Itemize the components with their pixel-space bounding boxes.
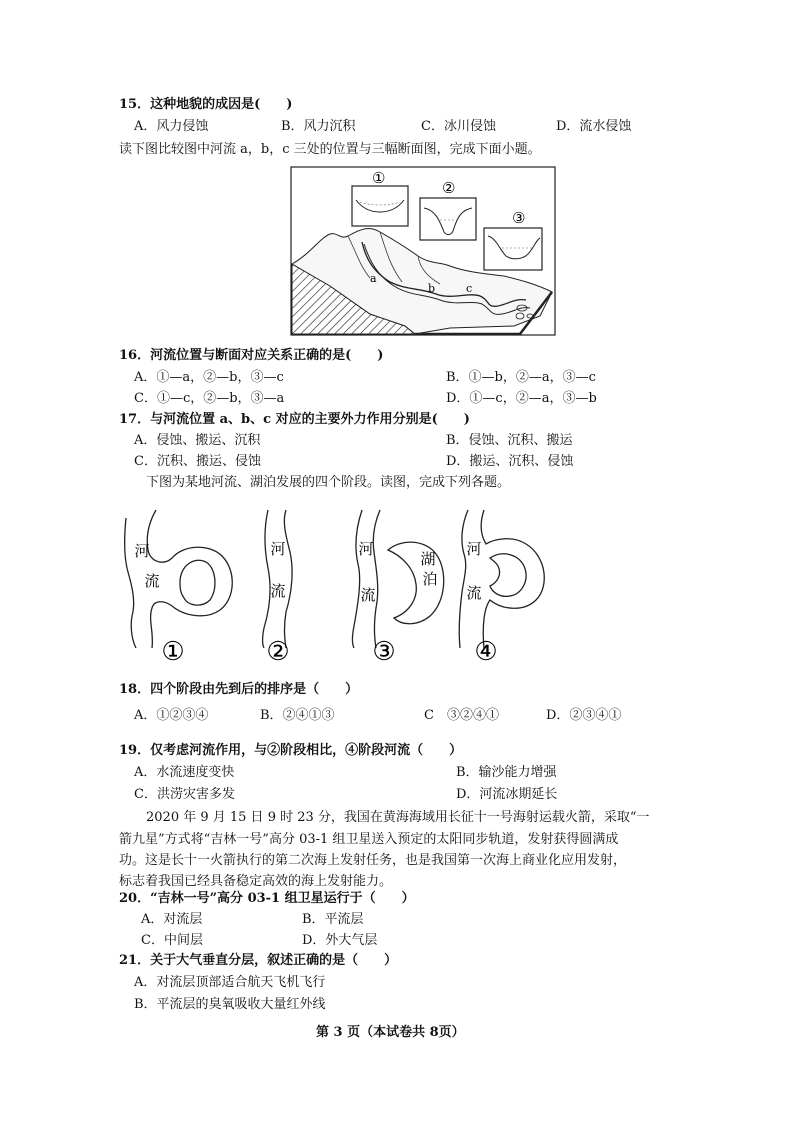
- intro-fig1: 读下图比较图中河流 a，b，c 三处的位置与三幅断面图，完成下面小题。: [119, 142, 541, 157]
- stage-3-label: ③: [372, 637, 396, 667]
- q18-stem: 18．四个阶段由先到后的排序是（ ）: [119, 682, 359, 697]
- passage-line-1: 2020 年 9 月 15 日 9 时 23 分，我国在黄海海域用长征十一号海射运载火箭，采取“一: [146, 810, 650, 825]
- stage-2-river-char-1: 河: [270, 540, 286, 558]
- q19-option-a: A．水流速度变快: [134, 765, 235, 780]
- stage-1-label: ①: [161, 637, 185, 667]
- cross-section-1-label: ①: [372, 169, 386, 187]
- q15-option-a: A．风力侵蚀: [134, 119, 209, 134]
- cross-section-3: [484, 228, 542, 270]
- q21-option-b: B．平流层的臭氧吸收大量红外线: [134, 997, 326, 1012]
- passage-line-4: 标志着我国已经具备稳定高效的海上发射能力。: [119, 874, 393, 889]
- stage-1-diagram: [125, 510, 233, 648]
- q20-option-d: D．外大气层: [302, 933, 378, 948]
- q17-option-a: A．侵蚀、搬运、沉积: [134, 433, 261, 448]
- q18-option-b: B．②④①③: [260, 708, 335, 723]
- cross-section-1: [352, 186, 408, 226]
- point-c-label: c: [466, 282, 473, 295]
- q15-option-b: B．风力沉积: [281, 119, 356, 134]
- stage-3-lake-char-2: 泊: [422, 570, 438, 588]
- q17-option-d: D．搬运、沉积、侵蚀: [446, 454, 574, 469]
- q16-option-a: A．①—a，②—b，③—c: [134, 370, 284, 385]
- q19-option-b: B．输沙能力增强: [456, 765, 557, 780]
- q16-stem: 16．河流位置与断面对应关系正确的是( ): [119, 348, 384, 363]
- q15-stem: 15．这种地貌的成因是( ): [119, 97, 293, 112]
- q16-option-d: D．①—c，②—a，③—b: [446, 391, 597, 406]
- page-footer: 第 3 页（本试卷共 8页）: [316, 1025, 465, 1040]
- q17-stem: 17．与河流位置 a、b、c 对应的主要外力作用分别是( ): [119, 412, 470, 427]
- stage-4-river-char-2: 流: [466, 584, 482, 602]
- q15-option-c: C．冰川侵蚀: [421, 119, 496, 134]
- stage-3-river-char-1: 河: [358, 540, 374, 558]
- intro-fig2: 下图为某地河流、湖泊发展的四个阶段。读图，完成下列各题。: [146, 475, 511, 490]
- stage-1-river-char-2: 流: [144, 572, 160, 590]
- cross-section-2: [420, 198, 476, 240]
- stage-2-diagram: [263, 510, 293, 648]
- cross-section-3-label: ③: [512, 209, 526, 227]
- q16-option-b: B．①—b，②—a，③—c: [446, 370, 596, 385]
- stage-4-river-char-1: 河: [466, 540, 482, 558]
- q19-option-d: D．河流冰期延长: [456, 787, 558, 802]
- q18-option-d: D．②③④①: [546, 708, 622, 723]
- q18-option-c: C ③②④①: [424, 708, 499, 723]
- q21-stem: 21．关于大气垂直分层，叙述正确的是（ ）: [119, 953, 398, 968]
- stage-3-lake-char-1: 湖: [420, 550, 436, 568]
- point-b-label: b: [428, 282, 436, 295]
- stage-4-diagram: [459, 510, 544, 648]
- q21-option-a: A．对流层顶部适合航天飞机飞行: [134, 975, 326, 990]
- q19-option-c: C．洪涝灾害多发: [134, 787, 235, 802]
- stage-4-label: ④: [474, 637, 498, 667]
- stage-1-river-char-1: 河: [134, 542, 150, 560]
- q17-option-c: C．沉积、搬运、侵蚀: [134, 454, 261, 469]
- stage-2-river-char-2: 流: [270, 582, 286, 600]
- q20-stem: 20．“吉林一号”高分 03-1 组卫星运行于（ ）: [119, 891, 415, 906]
- q20-option-b: B．平流层: [302, 912, 364, 927]
- q19-stem: 19．仅考虑河流作用，与②阶段相比，④阶段河流（ ）: [119, 743, 463, 758]
- cross-section-2-label: ②: [442, 179, 456, 197]
- point-a-label: a: [370, 272, 377, 285]
- stage-3-river-char-2: 流: [360, 586, 376, 604]
- stage-2-label: ②: [266, 637, 290, 667]
- passage-line-3: 功。这是长十一火箭执行的第二次海上发射任务，也是我国第一次海上商业化应用发射，: [119, 853, 627, 868]
- passage-line-2: 箭九星”方式将“吉林一号”高分 03-1 组卫星送入预定的太阳同步轨道，发射获得圆满成: [119, 832, 619, 847]
- stage-3-diagram: [353, 510, 444, 648]
- q15-option-d: D．流水侵蚀: [556, 119, 632, 134]
- q20-option-c: C．中间层: [141, 933, 203, 948]
- river-landscape-figure: [290, 166, 556, 336]
- river-lake-stages-figure: [118, 508, 558, 668]
- q20-option-a: A．对流层: [141, 912, 203, 927]
- q17-option-b: B．侵蚀、沉积、搬运: [446, 433, 573, 448]
- q18-option-a: A．①②③④: [134, 708, 209, 723]
- q16-option-c: C．①—c，②—b，③—a: [134, 391, 285, 406]
